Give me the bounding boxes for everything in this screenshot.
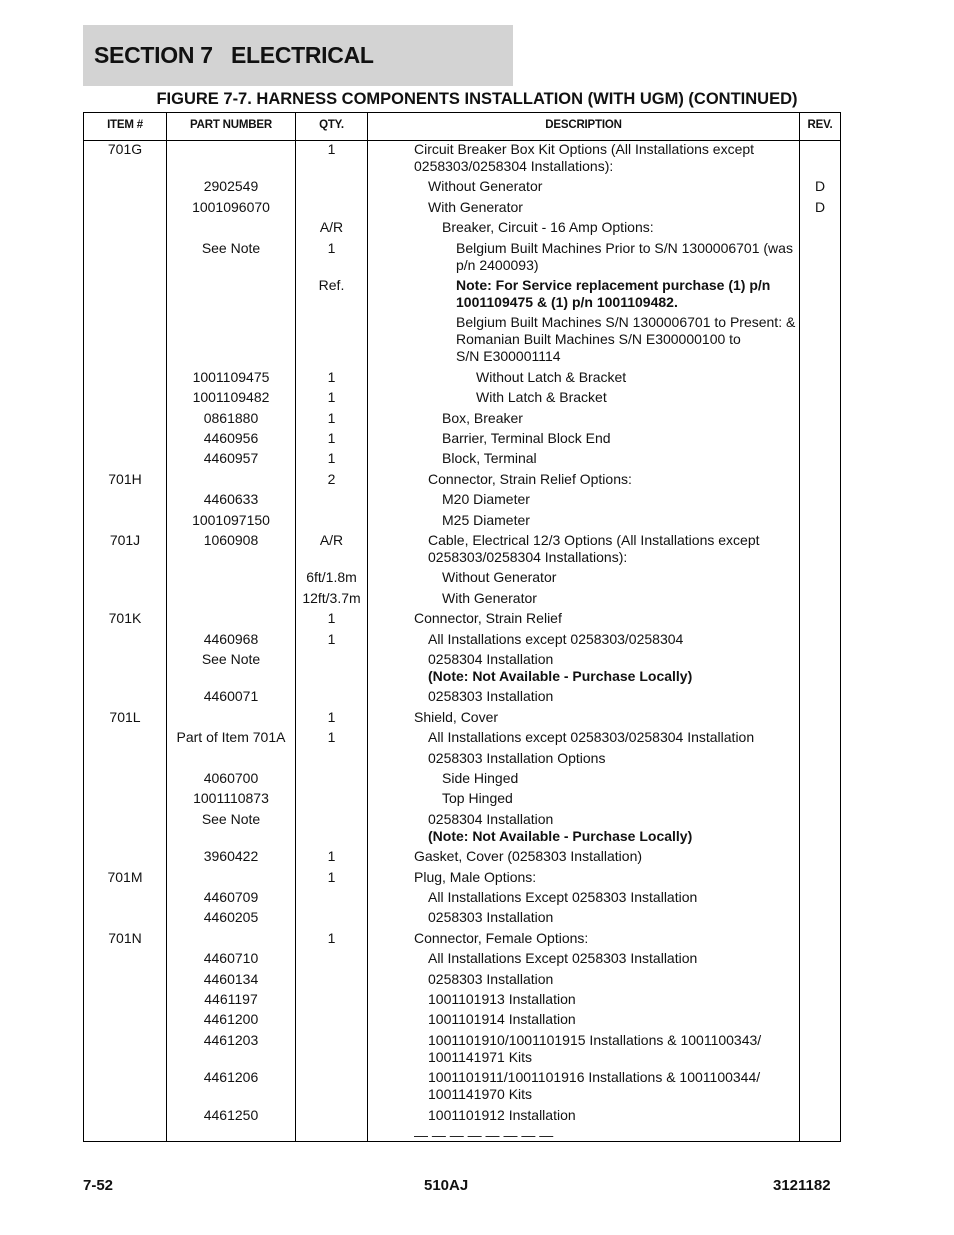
item-number: 701M — [107, 868, 143, 885]
part-number: 3960422 — [203, 848, 259, 865]
description-line: 1001101910/1001101915 Installations & 1001100343/ — [428, 1031, 762, 1048]
part-number: 4460710 — [203, 950, 259, 967]
description-line: Side Hinged — [442, 770, 519, 786]
description — [476, 369, 798, 386]
description-line: Cable, Electrical 12/3 Options (All Installations except — [428, 532, 760, 548]
part-number: 4461203 — [203, 1031, 259, 1048]
description-line: Without Generator — [442, 569, 557, 586]
part-number: 4460134 — [203, 970, 259, 987]
description-note: (Note: Not Available - Purchase Locally) — [428, 668, 693, 684]
description-line: M20 Diameter — [442, 491, 530, 508]
description — [414, 610, 798, 627]
quantity: 1 — [327, 430, 336, 446]
quantity: 1 — [327, 729, 336, 746]
description — [442, 569, 798, 586]
description — [414, 869, 798, 886]
quantity: Ref. — [318, 277, 345, 293]
description — [428, 651, 798, 685]
quantity: 1 — [327, 630, 336, 647]
part-number: 4060700 — [203, 770, 259, 786]
description-line: Box, Breaker — [442, 409, 523, 426]
header-rev: REV. — [807, 119, 833, 131]
description — [428, 1011, 798, 1028]
item-number: 701H — [108, 470, 142, 487]
part-number: 1001109482 — [192, 389, 270, 406]
description-line: Connector, Strain Relief — [414, 610, 562, 627]
parts-table — [83, 112, 841, 1142]
part-number: 4460709 — [203, 889, 259, 905]
description-line: Barrier, Terminal Block End — [442, 430, 611, 446]
description — [442, 770, 798, 787]
description-line: M25 Diameter — [442, 511, 530, 528]
description-line: Block, Terminal — [442, 450, 537, 467]
description — [428, 729, 798, 746]
description-line: 1001101911/1001101916 Installations & 1001100344/ — [428, 1069, 761, 1086]
quantity: 1 — [327, 368, 336, 385]
description — [476, 389, 798, 406]
description — [442, 410, 798, 427]
description-line: 1001141971 Kits — [428, 1048, 533, 1065]
quantity: 1 — [327, 868, 336, 885]
part-number: Part of Item 701A — [176, 729, 286, 746]
quantity: A/R — [319, 532, 344, 548]
footer-model: 510AJ — [424, 1177, 469, 1194]
description-line: 0258304 Installation — [428, 651, 554, 667]
part-number: 4461250 — [203, 1106, 259, 1123]
item-number: 701K — [108, 610, 142, 627]
description-line: p/n 2400093) — [456, 256, 539, 273]
quantity: 6ft/1.8m — [306, 569, 357, 586]
description-line: Without Latch & Bracket — [476, 368, 627, 385]
part-number: 1060908 — [203, 532, 259, 548]
section-title: SECTION 7 ELECTRICAL — [94, 42, 374, 68]
quantity: 1 — [327, 409, 336, 426]
part-number: 4461197 — [204, 991, 258, 1007]
item-number: 701N — [108, 929, 142, 946]
description — [442, 430, 798, 447]
part-number: 4460205 — [203, 909, 259, 926]
description-line: 0258303 Installation — [428, 970, 554, 987]
description-line: 1001141970 Kits — [428, 1086, 533, 1103]
description-line: 1001101914 Installation — [428, 1011, 576, 1028]
description-line: Breaker, Circuit - 16 Amp Options: — [442, 219, 654, 236]
description-line: 1001109475 & (1) p/n 1001109482. — [456, 294, 678, 310]
description-line: Connector, Female Options: — [414, 929, 589, 946]
quantity: 1 — [327, 389, 336, 406]
description-line: Belgium Built Machines Prior to S/N 1300006701 (was — [456, 239, 793, 256]
revision: D — [814, 178, 826, 195]
quantity: 1 — [327, 610, 336, 627]
description — [442, 512, 798, 529]
description — [456, 277, 798, 311]
description — [428, 471, 798, 488]
description — [428, 532, 798, 566]
part-number: 4461200 — [203, 1011, 259, 1028]
quantity: 1 — [327, 239, 336, 256]
description-line: 0258303 Installation — [428, 909, 554, 926]
description — [428, 889, 798, 906]
quantity: 1 — [327, 929, 336, 946]
part-number: 1001096070 — [192, 198, 270, 215]
description — [414, 709, 798, 726]
description — [428, 1032, 798, 1066]
description — [428, 950, 798, 967]
description-line: Without Generator — [428, 178, 543, 195]
description-line: With Generator — [442, 589, 537, 606]
description-line: All Installations except 0258303/0258304 Installation — [428, 729, 755, 746]
revision: D — [814, 198, 826, 215]
description-line: 0258303 Installation Options — [428, 749, 606, 766]
figure-title: FIGURE 7-7. HARNESS COMPONENTS INSTALLATION (WITH UGM) (CONTINUED) — [156, 90, 798, 108]
description-line: Belgium Built Machines S/N 1300006701 to Present: & — [456, 314, 796, 331]
description — [428, 199, 798, 216]
column-divider — [799, 113, 800, 1141]
quantity: 1 — [327, 848, 336, 865]
description-line: 0258303/0258304 Installations): — [414, 158, 614, 174]
description-line: 0258303/0258304 Installations): — [428, 549, 628, 565]
description — [428, 1069, 798, 1103]
description — [428, 1107, 798, 1124]
description — [428, 811, 798, 845]
part-number: 1001097150 — [192, 511, 270, 528]
description — [414, 848, 798, 865]
header-part-number: PART NUMBER — [190, 119, 272, 131]
description-line: 0258303 Installation — [428, 688, 554, 705]
description-line: Circuit Breaker Box Kit Options (All Installations except — [414, 141, 755, 157]
part-number: 1001110873 — [193, 790, 269, 807]
part-number: 1001109475 — [192, 368, 270, 385]
description — [414, 141, 798, 175]
description — [428, 631, 798, 648]
description — [456, 240, 798, 274]
part-number: 4460071 — [203, 688, 259, 705]
item-number: 701G — [107, 141, 143, 157]
description — [428, 688, 798, 705]
part-number: 4460956 — [203, 430, 259, 446]
quantity: 12ft/3.7m — [302, 589, 361, 606]
description — [428, 178, 798, 195]
description-line: Shield, Cover — [414, 708, 499, 725]
part-number: See Note — [201, 810, 261, 827]
description-line: 1001101913 Installation — [428, 991, 576, 1007]
part-number: 4460633 — [203, 491, 259, 508]
description — [414, 1127, 798, 1144]
quantity: A/R — [319, 219, 344, 236]
item-number: 701J — [109, 532, 141, 548]
description — [414, 930, 798, 947]
description — [442, 491, 798, 508]
description-line: 0258304 Installation — [428, 810, 554, 827]
item-number: 701L — [109, 708, 141, 725]
header-item: ITEM # — [107, 119, 143, 131]
description-line: Connector, Strain Relief Options: — [428, 470, 632, 487]
part-number: 4461206 — [203, 1069, 259, 1086]
part-number: 4460968 — [203, 630, 259, 647]
description-line: Note: For Service replacement purchase (1) p/n — [456, 277, 771, 293]
description-note: (Note: Not Available - Purchase Locally) — [428, 827, 693, 844]
part-number: See Note — [201, 239, 261, 256]
description-line: With Latch & Bracket — [476, 389, 607, 406]
description — [428, 909, 798, 926]
description-line: Romanian Built Machines S/N E300000100 to — [456, 331, 741, 348]
description — [456, 314, 798, 365]
description — [442, 450, 798, 467]
description-line: 1001101912 Installation — [428, 1106, 576, 1123]
description — [428, 750, 798, 767]
part-number: 0861880 — [203, 409, 259, 426]
header-qty: QTY. — [319, 119, 344, 131]
description — [442, 219, 798, 236]
description-line: — — — — — — — — — [414, 1127, 554, 1143]
description-line: All Installations Except 0258303 Installation — [428, 950, 698, 967]
description — [442, 590, 798, 607]
part-number: 4460957 — [203, 450, 259, 467]
quantity: 1 — [327, 708, 336, 725]
description-line: All Installations except 0258303/0258304 — [428, 630, 684, 647]
description-line: With Generator — [428, 198, 523, 215]
description-line: Gasket, Cover (0258303 Installation) — [414, 848, 643, 865]
part-number: See Note — [201, 651, 261, 667]
part-number: 2902549 — [203, 178, 259, 195]
description-line: S/N E300001114 — [456, 348, 561, 365]
header-description: DESCRIPTION — [545, 119, 622, 131]
quantity: 1 — [327, 141, 336, 157]
column-divider — [367, 113, 368, 1141]
description-line: All Installations Except 0258303 Installation — [428, 889, 698, 905]
description — [428, 971, 798, 988]
quantity: 1 — [327, 450, 336, 467]
footer-doc-number: 3121182 — [773, 1177, 831, 1194]
description-line: Top Hinged — [442, 790, 513, 807]
description-line: Plug, Male Options: — [414, 868, 537, 885]
description — [442, 790, 798, 807]
description — [428, 991, 798, 1008]
footer-page-number: 7-52 — [83, 1177, 114, 1194]
section-header — [83, 25, 513, 86]
quantity: 2 — [327, 470, 336, 487]
